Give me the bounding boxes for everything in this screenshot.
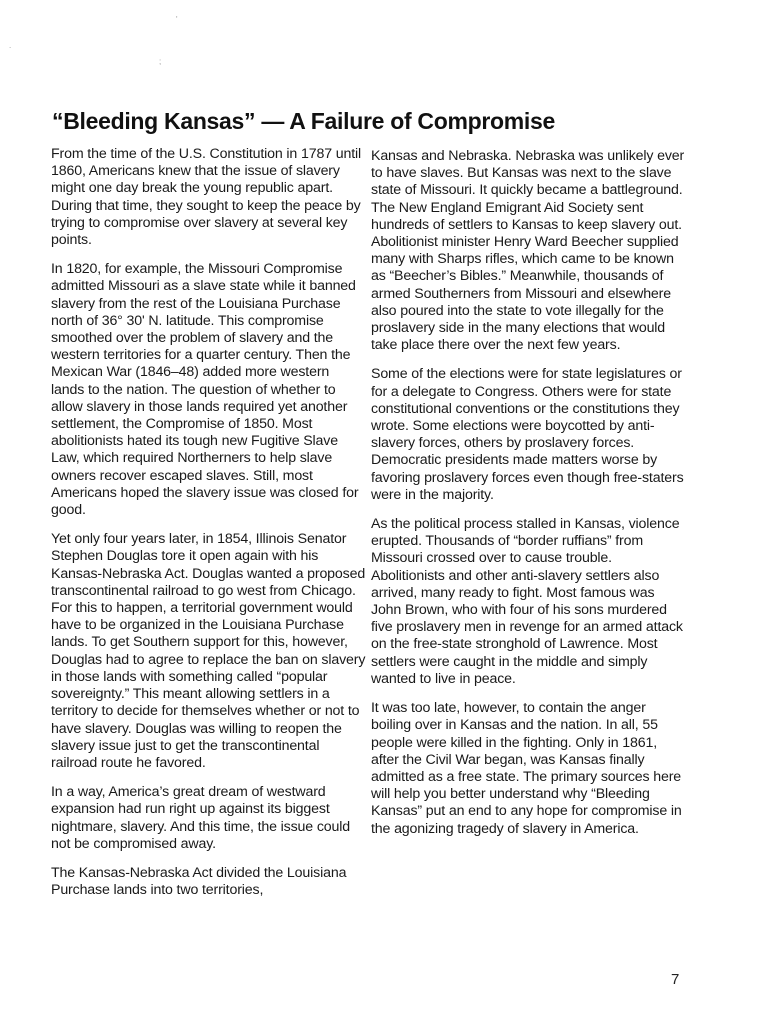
paragraph: In a way, America’s great dream of westward expansion had run right up against its biggest nightmare, slavery. And this time, the issue could not be compromised away. bbox=[51, 784, 350, 852]
paragraph: From the time of the U.S. Constitution in 1787 until 1860, Americans knew that the issue of slavery might one day break the young republic apart. During that time, they sought to keep the peace by trying to compromise over slavery at several key points. bbox=[51, 146, 361, 249]
scan-speck: ' bbox=[176, 15, 178, 24]
paragraph: Yet only four years later, in 1854, Illinois Senator Stephen Douglas tore it open again with his Kansas-Nebraska Act. Douglas wanted a proposed transcontinental railroad to go west from Chicago. For this to happen, a territorial government would have to be organized in the Louisiana Purchase lands. To get Southern support for this, however, Douglas had to agree to replace the ban on slavery in those lands with something called “popular sovereignty.” This meant allowing settlers in a territory to decide for themselves whether or not to have slavery. Douglas was willing to reopen the slavery issue just to get the transcontinental railroad route he favored. bbox=[51, 531, 366, 771]
page-title: “Bleeding Kansas” — A Failure of Compromise bbox=[52, 108, 555, 134]
paragraph: It was too late, however, to contain the anger boiling over in Kansas and the nation. In all, 55 people were killed in the fighting. Only in 1861, after the Civil War began, was Kansas finally admitted as a free state. The primary sources here will help you better understand why “Bleeding Kansas” put an end to any hope for compromise in the agonizing tragedy of slavery in America. bbox=[371, 700, 682, 837]
paragraph: The Kansas-Nebraska Act divided the Louisiana Purchase lands into two territories, bbox=[51, 864, 347, 899]
left-column bbox=[51, 146, 366, 911]
paragraph: In 1820, for example, the Missouri Compromise admitted Missouri as a slave state while it banned slavery from the rest of the Louisiana Purchase north of 36° 30' N. latitude. This compromise smoothed over the problem of slavery and the western territories for a quarter century. Then the Mexican War (1846–48) added more western lands to the nation. The question of whether to allow slavery in those lands required yet another settlement, the Compromise of 1850. Most abolitionists hated its tough new Fugitive Slave Law, which required Northerners to help slave owners recover escaped slaves. Still, most Americans hoped the slavery issue was closed for good. bbox=[51, 261, 359, 519]
scan-speck: ; bbox=[159, 57, 162, 66]
paragraph: As the political process stalled in Kansas, violence erupted. Thousands of “border ruffians” from Missouri crossed over to cause trouble. Abolitionists and other anti-slavery settlers also arrived, many ready to fight. Most famous was John Brown, who with four of his sons murdered five proslavery men in revenge for an armed attack on the free-state stronghold of Lawrence. Most settlers were caught in the middle and simply wanted to live in peace. bbox=[371, 516, 683, 687]
paragraph: Kansas and Nebraska. Nebraska was unlikely ever to have slaves. But Kansas was next to the slave state of Missouri. It quickly became a battleground. The New England Emigrant Aid Society sent hundreds of settlers to Kansas to keep slavery out. Abolitionist minister Henry Ward Beecher supplied many with Sharps rifles, which came to be known as “Beecher’s Bibles.” Meanwhile, thousands of armed Southerners from Missouri and elsewhere also poured into the state to vote illegally for the proslavery side in the many elections that would take place there over the next few years. bbox=[371, 148, 685, 354]
paragraph: Some of the elections were for state legislatures or for a delegate to Congress. Others were for state constitutional conventions or the constitutions they wrote. Some elections were boycotted by anti-slavery forces, others by proslavery forces. Democratic presidents made matters worse by favoring proslavery forces even though free-staters were in the majority. bbox=[371, 366, 684, 503]
page-number: 7 bbox=[671, 971, 680, 988]
right-column bbox=[371, 148, 687, 850]
scan-speck: . bbox=[9, 41, 12, 50]
